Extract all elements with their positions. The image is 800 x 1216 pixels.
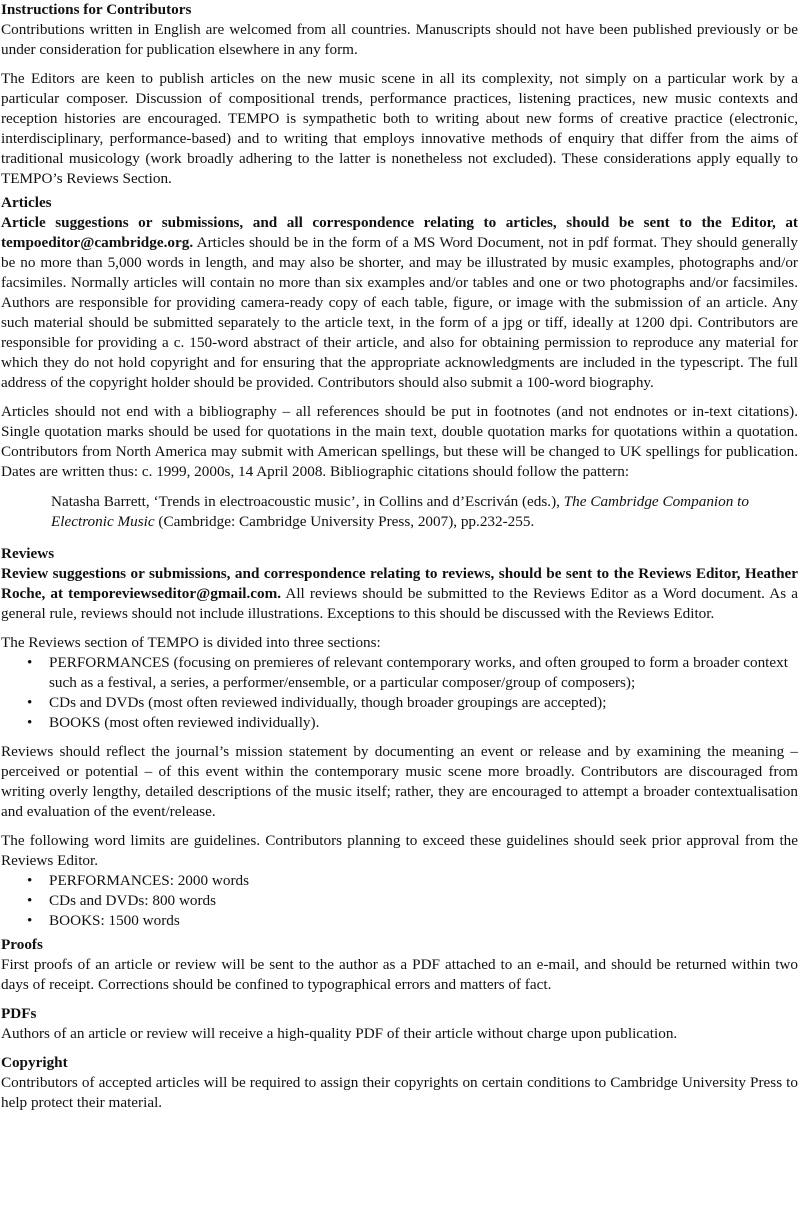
- list-item: • BOOKS (most often reviewed individually).: [27, 714, 320, 731]
- articles-contact-statement: Article suggestions or submissions, and all correspondence relating to articles, should be sent to the Editor, at tempoeditor@cambridge.org.: [1, 214, 798, 251]
- bullet-marker: •: [27, 714, 33, 731]
- articles-paragraph-2: Articles should not end with a bibliography – all references should be put in footnotes (and not endnotes or in-text citations). Single quotation marks should be used for quotations in the main text, double quotation marks for quotations within a quotation. Contributors from North America may submit with American spellings, but these will be changed to UK spellings for publication. Dates are written thus: c. 1999, 2000s, 14 April 2008. Bibliographic citations should follow the pattern:: [1, 403, 798, 480]
- intro-paragraph-2: The Editors are keen to publish articles on the new music scene in all its complexity, not simply on a particular work by a particular composer. Discussion of compositional trends, performance practices, listening practices, new music contexts and reception histories are encouraged. TEMPO is sympathetic both to writing about new forms of creative practice (electronic, interdisciplinary, performance-based) and to writing that employs innovative methods of enquiry that differ from the aims of traditional musicology (work broadly adhering to the latter is nonetheless not excluded). These considerations apply equally to TEMPO’s Reviews Section.: [1, 70, 798, 187]
- bullet-marker: •: [27, 694, 33, 711]
- word-limits-list: [1, 871, 798, 931]
- reviews-paragraph-2: The Reviews section of TEMPO is divided into three sections:: [1, 634, 381, 651]
- list-item: • CDs and DVDs: 800 words: [27, 892, 217, 909]
- reviews-paragraph-4: The following word limits are guidelines. Contributors planning to exceed these guidelines should seek prior approval from the Reviews Editor.: [1, 832, 798, 869]
- bullet-marker: •: [27, 654, 33, 671]
- citation-publisher-part: (Cambridge: Cambridge University Press, 2007), pp.232-255.: [154, 513, 535, 530]
- bullet-marker: •: [27, 892, 33, 909]
- pdfs-heading: PDFs: [1, 1005, 37, 1022]
- reviews-section: [1, 544, 798, 931]
- articles-section: [1, 193, 798, 532]
- pdfs-paragraph: Authors of an article or review will receive a high-quality PDF of their article without charge upon publication.: [1, 1025, 678, 1042]
- citation-author-part: Natasha Barrett, ‘Trends in electroacoustic music’, in Collins and d’Escriván (eds.),: [51, 493, 564, 510]
- intro-section: [1, 0, 798, 189]
- reviews-heading: Reviews: [1, 545, 55, 562]
- pdfs-section: [1, 1004, 798, 1044]
- proofs-section: [1, 935, 798, 995]
- reviews-paragraph-1: [1, 564, 798, 624]
- citation-example: [51, 492, 798, 532]
- reviews-paragraph-3: Reviews should reflect the journal’s mission statement by documenting an event or release and by examining the meaning – perceived or potential – of this event within the contemporary music scene more broadly. Contributors are discouraged from writing overly lengthy, detailed descriptions of the music itself; rather, they are encouraged to attempt a broader contextualisation and evaluation of the event/release.: [1, 743, 798, 820]
- articles-paragraph-1: [1, 213, 798, 393]
- bullet-marker: •: [27, 912, 33, 929]
- copyright-heading: Copyright: [1, 1054, 68, 1071]
- copyright-paragraph: Contributors of accepted articles will be required to assign their copyrights on certain conditions to Cambridge University Press to help protect their material.: [1, 1074, 798, 1111]
- reviews-contact-statement: Review suggestions or submissions, and correspondence relating to reviews, should be sent to the Reviews Editor, Heather Roche, at temporeviewseditor@gmail.com.: [1, 565, 798, 602]
- articles-guidelines-text: Articles should be in the form of a MS Word Document, not in pdf format. They should generally be no more than 5,000 words in length, and may also be shorter, and may be illustrated by music examples, photographs and/or facsimiles. Normally articles will contain no more than six examples and/or tables and one or two photographs and/or facsimiles. Authors are responsible for providing camera-ready copy of each table, figure, or image with the submission of an article. Any such material should be submitted separately to the article text, in the form of a jpg or tiff, ideally at 1200 dpi. Contributors are responsible for providing a c. 150-word abstract of their article, and also for obtaining permission to reproduce any material for which they do not hold copyright and for ensuring that the appropriate acknowledgments are included in the typescript. The full address of the copyright holder should be provided. Contributors should also submit a 100-word biography.: [1, 234, 798, 391]
- reviews-guidelines-text: All reviews should be submitted to the Reviews Editor as a Word document. As a general rule, reviews should not include illustrations. Exceptions to this should be discussed with the Reviews Editor.: [1, 585, 798, 622]
- articles-heading: Articles: [1, 194, 52, 211]
- list-item: • PERFORMANCES: 2000 words: [27, 872, 250, 889]
- list-item: • CDs and DVDs (most often reviewed individually, though broader groupings are accepted);: [27, 694, 607, 711]
- citation-book-title: The Cambridge Companion to Electronic Music: [51, 493, 749, 530]
- proofs-paragraph: First proofs of an article or review will be sent to the author as a PDF attached to an e-mail, and should be returned within two days of receipt. Corrections should be confined to typographical errors and matters of fact.: [1, 956, 798, 993]
- copyright-section: [1, 1053, 798, 1113]
- intro-paragraph-1: Contributions written in English are welcomed from all countries. Manuscripts should not have been published previously or be under consideration for publication elsewhere in any form.: [1, 21, 798, 58]
- page-title: Instructions for Contributors: [1, 1, 192, 18]
- list-item: • BOOKS: 1500 words: [27, 912, 180, 929]
- proofs-heading: Proofs: [1, 936, 43, 953]
- review-sections-list: [1, 653, 798, 733]
- bullet-marker: •: [27, 872, 33, 889]
- list-item: • PERFORMANCES (focusing on premieres of relevant contemporary works, and often grouped to form a broader context such as a festival, a series, a performer/ensemble, or a particular composer/group of composers);: [27, 654, 788, 691]
